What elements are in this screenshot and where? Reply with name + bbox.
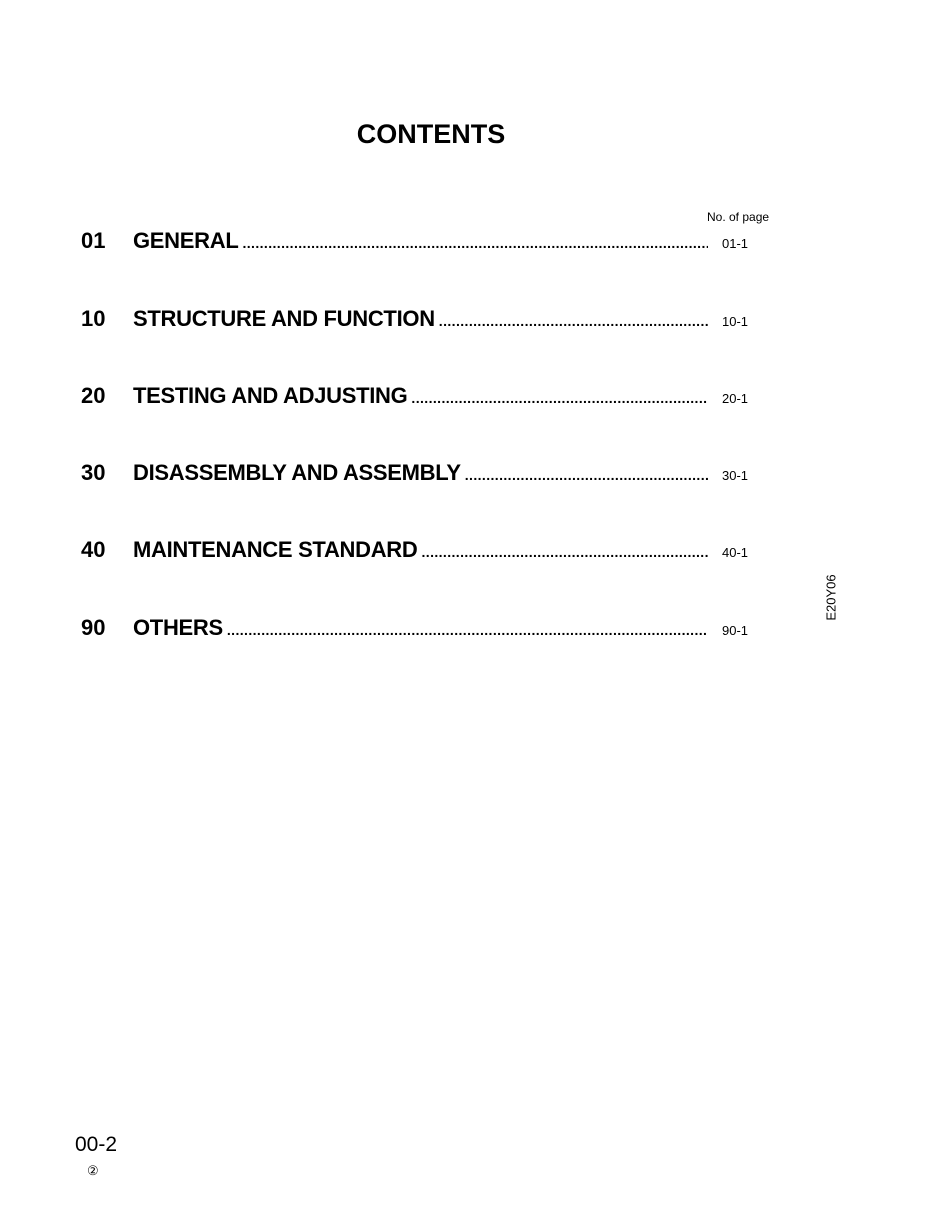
section-page: 10-1 [722, 314, 749, 329]
leader-dots [465, 467, 708, 483]
section-title: TESTING AND ADJUSTING [133, 383, 408, 408]
leader-dots [227, 622, 708, 638]
revision-mark: ② [87, 1163, 99, 1178]
document-code: E20Y06 [823, 574, 839, 621]
toc-entry[interactable] [81, 537, 756, 563]
section-page: 01-1 [722, 236, 749, 251]
section-page: 30-1 [722, 468, 749, 483]
toc-entry[interactable] [81, 306, 756, 332]
section-number: 01 [81, 228, 106, 253]
toc-entry[interactable] [81, 228, 756, 254]
section-page: 90-1 [722, 623, 749, 638]
section-title: OTHERS [133, 615, 223, 640]
leader-dots [439, 313, 708, 329]
section-title: STRUCTURE AND FUNCTION [133, 306, 435, 331]
leader-dots [411, 390, 708, 406]
column-header-page: No. of page [707, 210, 770, 224]
section-number: 90 [81, 615, 106, 640]
leader-dots [421, 544, 708, 560]
toc-entry[interactable] [81, 383, 756, 409]
section-number: 10 [81, 306, 106, 331]
section-page: 40-1 [722, 545, 749, 560]
section-number: 20 [81, 383, 106, 408]
section-number: 30 [81, 460, 106, 485]
toc-entry[interactable] [81, 460, 756, 486]
toc-entry[interactable] [81, 615, 756, 641]
section-number: 40 [81, 537, 106, 562]
section-title: GENERAL [133, 228, 239, 253]
leader-dots [242, 235, 708, 251]
page-title: CONTENTS [356, 119, 506, 149]
section-title: DISASSEMBLY AND ASSEMBLY [133, 460, 461, 485]
page-number: 00-2 [75, 1133, 118, 1156]
section-page: 20-1 [722, 391, 749, 406]
section-title: MAINTENANCE STANDARD [133, 537, 418, 562]
